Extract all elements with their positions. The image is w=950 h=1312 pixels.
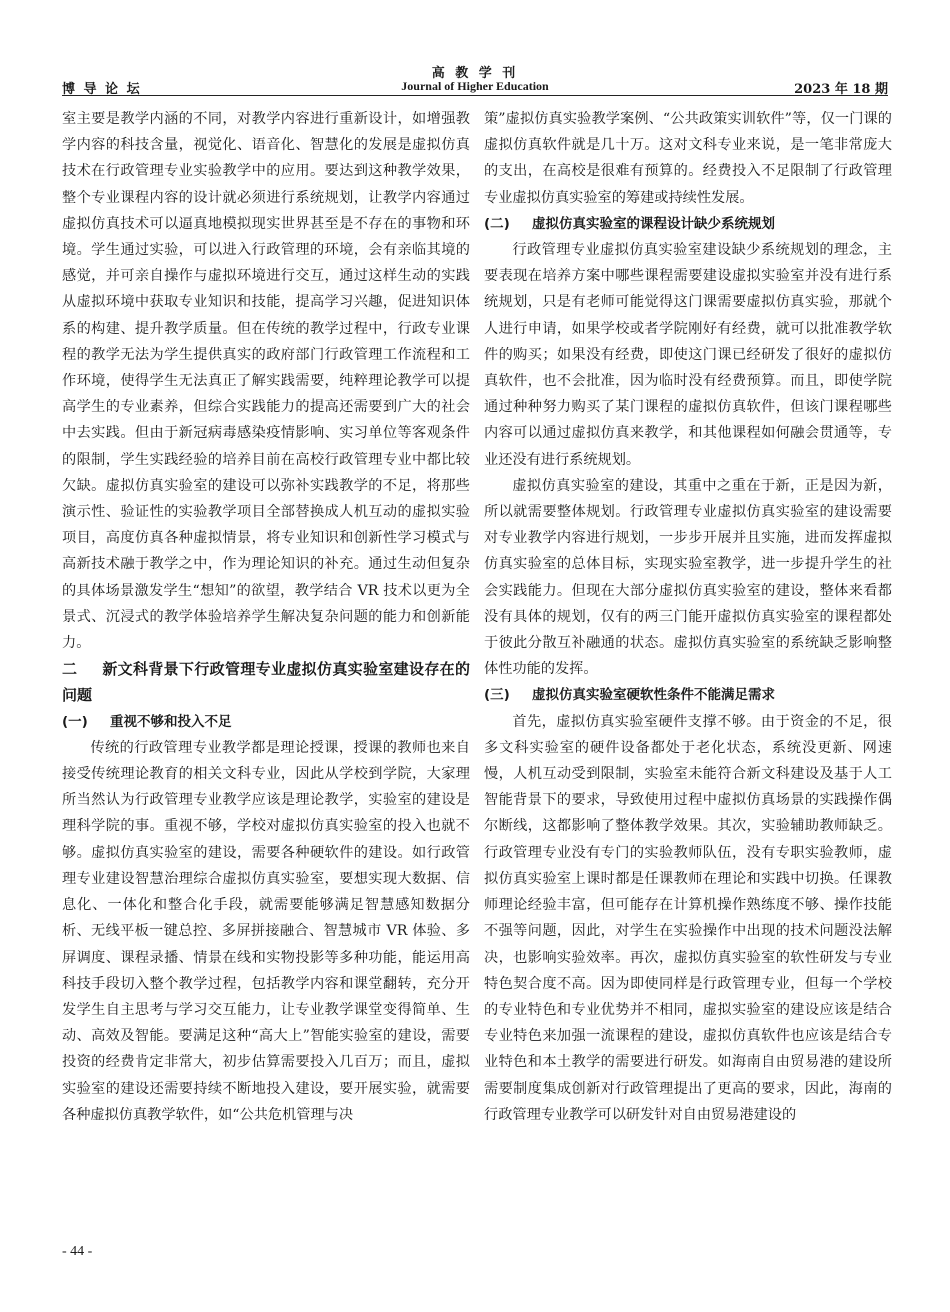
section-label: 博 导 论 坛 xyxy=(62,82,142,97)
subsection-heading-text: 重视不够和投入不足 xyxy=(110,713,232,730)
paragraph: 行政管理专业虚拟仿真实验室建设缺少系统规划的理念，主要表现在培养方案中哪些课程需要建设虚拟实验室并没有进行系统规划，只是有老师可能觉得这门课需要虚拟仿真实验，那就个人进行申请，如果学校或者学院刚好有经费，就可以批准教学软件的购买；如果没有经费，即使这门课已经研发了很好的虚拟仿真软件，也不会批准，因为临时没有经费预算。而且，即使学院通过种种努力购买了某门课程的虚拟仿真软件，但该门课程哪些内容可以通过虚拟仿真来教学，和其他课程如何融会贯通等，专业还没有进行系统规划。 xyxy=(484,242,892,468)
subsection-heading-text: 虚拟仿真实验室硬软性条件不能满足需求 xyxy=(532,687,775,704)
header-rule xyxy=(62,95,888,96)
subsection-number: (三) xyxy=(484,687,510,704)
paragraph: 室主要是教学内涵的不同，对教学内容进行重新设计，如增强教学内容的科技含量，视觉化、语音化、智慧化的发展是虚拟仿真技术在行政管理专业实验教学中的应用。要达到这种教学效果，整个专业课程内容的设计就必须进行系统规划，让教学内容通过虚拟仿真技术可以逼真地模拟现实世界甚至是不存在的事物和环境。学生通过实验，可以进入行政管理的环境，会有亲临其境的感觉，并可亲自操作与虚拟环境进行交互，通过这样生动的实践从虚拟环境中获取专业知识和技能，提高学习兴趣，促进知识体系的构建、提升教学质量。但在传统的教学过程中，行政专业课程的教学无法为学生提供真实的政府部门行政管理工作流程和工作环境，使得学生无法真正了解实践需要，纯粹理论教学可以提高学生的专业素养，但综合实践能力的提高还需要到广大的社会中去实践。但由于新冠病毒感染疫情影响、实习单位等客观条件的限制，学生实践经验的培养目前在高校行政管理专业中都比较欠缺。虚拟仿真实验室的建设可以弥补实践教学的不足，将那些演示性、验证性的实验教学项目全部替换成人机互动的虚拟实验项目，高度仿真各种虚拟情景，将专业知识和创新性学习模式与高新技术融于教学之中，作为理论知识的补充。通过生动但复杂的具体场景激发学生“想知”的欲望，教学结合 VR 技术以更为全景式、沉浸式的教学体验培养学生解决复杂问题的能力和创新能力。 xyxy=(62,111,470,652)
subsection-heading-text: 虚拟仿真实验室的课程设计缺少系统规划 xyxy=(532,215,775,232)
journal-title-cn: 高 教 学 刊 xyxy=(431,66,519,81)
section-heading xyxy=(62,656,470,708)
section-number: 二 xyxy=(62,660,78,679)
paragraph: 首先，虚拟仿真实验室硬件支撑不够。由于资金的不足，很多文科实验室的硬件设备都处于老化状态，系统没更新、网速慢，人机互动受到限制，实验室未能符合新文科建设及基于人工智能背景下的要求，导致使用过程中虚拟仿真场景的实践操作偶尔断线，这都影响了整体教学效果。其次，实验辅助教师缺乏。行政管理专业没有专门的实验教师队伍，没有专职实验教师，虚拟仿真实验室上课时都是任课教师在理论和实践中切换。任课教师理论经验丰富，但可能存在计算机操作熟练度不够、操作技能不强等问题，因此，对学生在实验操作中出现的技术问题没法解决，也影响实验效率。再次，虚拟仿真实验室的软性研发与专业特色契合度不高。因为即使同样是行政管理专业，但每一个学校的专业特色和专业优势并不相同，虚拟实验室的建设应该是结合专业特色来加强一流课程的建设，虚拟仿真软件也应该是结合专业特色和本土教学的需要进行研发。如海南自由贸易港的建设所需要制度集成创新对行政管理提出了更高的要求，因此，海南的行政管理专业教学可以研发针对自由贸易港建设的 xyxy=(484,713,892,1123)
paragraph: 虚拟仿真实验室的建设，其重中之重在于新，正是因为新，所以就需要整体规划。行政管理专业虚拟仿真实验室的建设需要对专业教学内容进行规划，一步步开展并且实施，进而发挥虚拟仿真实验室的总体目标，实现实验室教学，进一步提升学生的社会实践能力。但现在大部分虚拟仿真实验室的建设，整体来看都没有具体的规划，仅有的两三门能开虚拟仿真实验室的课程都处于彼此分散互补融通的状态。虚拟仿真实验室的系统缺乏影响整体性功能的发挥。 xyxy=(484,477,892,678)
left-column xyxy=(62,106,470,1128)
subsection-heading xyxy=(484,211,892,237)
subsection-number: (一) xyxy=(62,713,88,730)
paragraph: 传统的行政管理专业教学都是理论授课，授课的教师也来自接受传统理论教育的相关文科专业，因此从学校到学院，大家理所当然认为行政管理专业教学应该是理论教学，实验室的建设是理科学院的事。重视不够，学校对虚拟仿真实验室的投入也就不够。虚拟仿真实验室的建设，需要各种硬软件的建设。如行政管理专业建设智慧治理综合虚拟仿真实验室，要想实现大数据、信息化、一体化和整合化手段，就需要能够满足智慧感知数据分析、无线平板一键总控、多屏拼接融合、智慧城市 VR 体验、多屏调度、课程录播、情景在线和实物投影等多种功能，能运用高科技手段切入整个教学过程，包括教学内容和课堂翻转，充分开发学生自主思考与学习交互能力，让专业教学课堂变得简单、生动、高效及智能。要满足这种“高大上”智能实验室的建设，需要投资的经费肯定非常大，初步估算需要投入几百万；而且，虚拟实验室的建设还需要持续不断地投入建设，要开展实验，就需要各种虚拟仿真教学软件，如“公共危机管理与决 xyxy=(62,739,470,1123)
issue-label: 2023 年 18 期 xyxy=(794,82,888,97)
section-heading-text: 新文科背景下行政管理专业虚拟仿真实验室建设存在的问题 xyxy=(62,660,470,705)
paragraph: 策”虚拟仿真实验教学案例、“公共政策实训软件”等，仅一门课的虚拟仿真软件就是几十万。这对文科专业来说，是一笔非常庞大的支出，在高校是很难有预算的。经费投入不足限制了行政管理专业虚拟仿真实验室的筹建或持续性发展。 xyxy=(484,111,892,206)
subsection-number: (二) xyxy=(484,215,510,232)
right-column xyxy=(484,106,892,1128)
subsection-heading xyxy=(62,709,470,735)
journal-title-en: Journal of Higher Education xyxy=(401,79,549,93)
subsection-heading xyxy=(484,682,892,708)
page-number: - 44 - xyxy=(62,1244,93,1259)
